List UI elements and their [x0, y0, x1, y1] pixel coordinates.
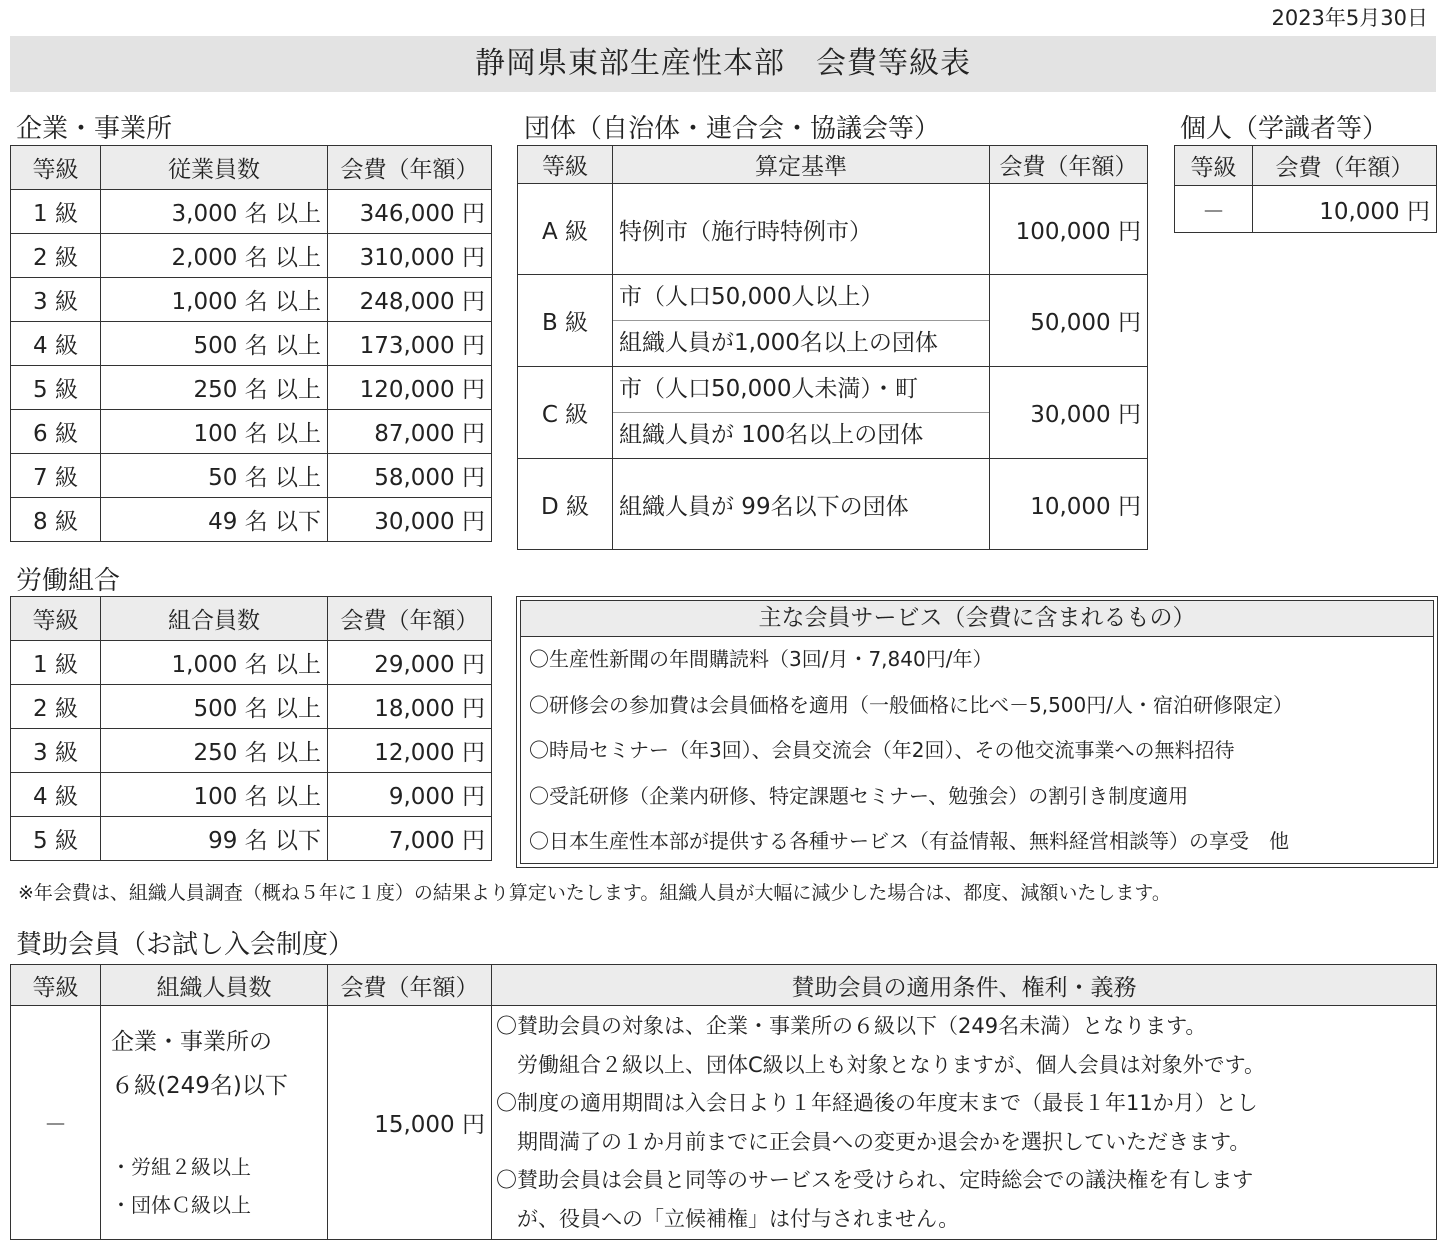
conditions-cell: [492, 1006, 1437, 1240]
count-cell: 1,000 名 以上: [101, 278, 328, 322]
union-heading: 労働組合: [16, 566, 121, 596]
count-line: ６級(249名)以下: [111, 1073, 288, 1099]
table-header-row: [518, 146, 1148, 184]
grade-cell: 3 級: [11, 278, 101, 322]
header-fee: 会費（年額）: [328, 965, 492, 1006]
service-item: 〇時局セミナー（年3回）、会員交流会（年2回）、その他交流事業への無料招待: [529, 738, 1235, 762]
table-header-row: [11, 146, 492, 190]
count-cell: 3,000 名 以上: [101, 190, 328, 234]
count-cell: 500 名 以上: [101, 685, 328, 729]
service-item: 〇研修会の参加費は会員価格を適用（一般価格に比べ－5,500円/人・宿泊研修限定）: [529, 692, 1293, 717]
member-services-inner: [520, 600, 1434, 864]
services-heading: 主な会員サービス（会費に含まれるもの）: [521, 601, 1433, 637]
table-row: [11, 322, 492, 366]
condition-line: 期間満了の１か月前までに正会員への変更か退会かを選択していただきます。: [496, 1129, 1251, 1154]
document-date: 2023年5月30日: [1271, 6, 1428, 30]
table-row: [518, 367, 1148, 459]
header-grade: 等級: [1175, 146, 1253, 186]
count-cell: 2,000 名 以上: [101, 234, 328, 278]
service-item: 〇受託研修（企業内研修、特定課題セミナー、勉強会）の割引き制度適用: [529, 783, 1189, 808]
table-row: [518, 459, 1148, 550]
header-conditions: 賛助会員の適用条件、権利・義務: [492, 965, 1437, 1006]
fee-cell: 346,000 円: [328, 190, 492, 234]
service-item: 〇日本生産性本部が提供する各種サービス（有益情報、無料経営相談等）の享受 他: [529, 829, 1289, 853]
grade-cell: 4 級: [11, 322, 101, 366]
header-grade: 等級: [518, 146, 613, 184]
fee-cell: 310,000 円: [328, 234, 492, 278]
table-header-row: [11, 597, 492, 641]
header-grade: 等級: [11, 146, 101, 190]
header-member-count: 組合員数: [101, 597, 328, 641]
fee-cell: 10,000 円: [990, 459, 1148, 550]
header-fee: 会費（年額）: [990, 146, 1148, 184]
condition-line: 〇制度の適用期間は入会日より１年経過後の年度末まで（最長１年11か月）とし: [496, 1091, 1258, 1115]
table-row: [518, 184, 1148, 275]
header-fee: 会費（年額）: [328, 146, 492, 190]
member-services-box: [516, 596, 1438, 868]
criteria-line: 組織人員が 100名以上の団体: [619, 422, 924, 448]
group-fee-table: [517, 145, 1148, 550]
table-header-row: [1175, 146, 1437, 186]
header-criteria: 算定基準: [613, 146, 990, 184]
criteria-line: 組織人員が1,000名以上の団体: [619, 330, 938, 356]
fee-cell: 100,000 円: [990, 184, 1148, 275]
service-item: 〇生産性新聞の年間購読料（3回/月・7,840円/年）: [529, 647, 993, 671]
fee-cell: 248,000 円: [328, 278, 492, 322]
table-row: [11, 410, 492, 454]
header-grade: 等級: [11, 965, 101, 1006]
header-fee: 会費（年額）: [1253, 146, 1437, 186]
fee-cell: 87,000 円: [328, 410, 492, 454]
grade-cell: 5 級: [11, 366, 101, 410]
count-sub-line: ・団体Ｃ級以上: [111, 1193, 251, 1217]
fee-cell: 50,000 円: [990, 275, 1148, 367]
criteria-cell: [613, 367, 990, 459]
grade-cell: 4 級: [11, 773, 101, 817]
criteria-cell: [613, 275, 990, 367]
grade-cell: C 級: [518, 367, 613, 459]
fee-cell: 9,000 円: [328, 773, 492, 817]
count-line: 企業・事業所の: [111, 1029, 272, 1055]
table-row: [11, 773, 492, 817]
condition-line: 労働組合２級以上、団体C級以上も対象となりますが、個人会員は対象外です。: [496, 1052, 1265, 1077]
grade-cell: －: [1175, 186, 1253, 233]
criteria-cell: 組織人員が 99名以下の団体: [613, 459, 990, 550]
supporting-member-table: [10, 964, 1437, 1240]
table-row: [1175, 186, 1437, 233]
grade-cell: 1 級: [11, 641, 101, 685]
condition-line: 〇賛助会員の対象は、企業・事業所の６級以下（249名未満）となります。: [496, 1014, 1207, 1038]
union-fee-table: [10, 596, 492, 861]
individual-heading: 個人（学識者等）: [1180, 114, 1389, 144]
count-cell: 50 名 以上: [101, 454, 328, 498]
count-cell: 100 名 以上: [101, 410, 328, 454]
fee-cell: 15,000 円: [328, 1006, 492, 1240]
count-cell: 250 名 以上: [101, 366, 328, 410]
fee-cell: 30,000 円: [990, 367, 1148, 459]
fee-cell: 58,000 円: [328, 454, 492, 498]
count-cell: 1,000 名 以上: [101, 641, 328, 685]
header-fee: 会費（年額）: [328, 597, 492, 641]
grade-cell: 8 級: [11, 498, 101, 542]
table-row: [11, 366, 492, 410]
fee-cell: 173,000 円: [328, 322, 492, 366]
count-cell: 49 名 以下: [101, 498, 328, 542]
count-cell: 250 名 以上: [101, 729, 328, 773]
page-title: 静岡県東部生産性本部 会費等級表: [475, 46, 971, 81]
table-row: [11, 454, 492, 498]
header-grade: 等級: [11, 597, 101, 641]
fee-cell: 29,000 円: [328, 641, 492, 685]
corporate-fee-table: [10, 145, 492, 542]
fee-cell: 7,000 円: [328, 817, 492, 861]
table-row: [11, 498, 492, 542]
table-row: [11, 685, 492, 729]
condition-line: が、役員への「立候補権」は付与されません。: [496, 1206, 960, 1231]
grade-cell: 3 級: [11, 729, 101, 773]
grade-cell: D 級: [518, 459, 613, 550]
grade-cell: －: [11, 1006, 101, 1240]
count-cell: 99 名 以下: [101, 817, 328, 861]
table-row: [11, 729, 492, 773]
criteria-cell: 特例市（施行時特例市）: [613, 184, 990, 275]
table-row: [11, 817, 492, 861]
table-header-row: [11, 965, 1437, 1006]
fee-cell: 120,000 円: [328, 366, 492, 410]
grade-cell: 6 級: [11, 410, 101, 454]
table-row: [11, 1006, 1437, 1240]
criteria-line: 市（人口50,000人以上）: [613, 275, 989, 321]
grade-cell: B 級: [518, 275, 613, 367]
fee-cell: 10,000 円: [1253, 186, 1437, 233]
table-row: [11, 278, 492, 322]
grade-cell: 2 級: [11, 685, 101, 729]
count-sub-line: ・労組２級以上: [111, 1155, 251, 1179]
individual-fee-table: [1174, 145, 1437, 233]
grade-cell: 7 級: [11, 454, 101, 498]
criteria-line: 市（人口50,000人未満）・町: [613, 367, 989, 413]
table-row: [11, 190, 492, 234]
org-count-cell: [101, 1006, 328, 1240]
fee-cell: 18,000 円: [328, 685, 492, 729]
count-cell: 100 名 以上: [101, 773, 328, 817]
grade-cell: 1 級: [11, 190, 101, 234]
table-row: [518, 275, 1148, 367]
fee-cell: 30,000 円: [328, 498, 492, 542]
grade-cell: 2 級: [11, 234, 101, 278]
table-row: [11, 641, 492, 685]
header-org-count: 組織人員数: [101, 965, 328, 1006]
fee-cell: 12,000 円: [328, 729, 492, 773]
grade-cell: 5 級: [11, 817, 101, 861]
grade-cell: A 級: [518, 184, 613, 275]
header-employee-count: 従業員数: [101, 146, 328, 190]
fee-note: ※年会費は、組織人員調査（概ね５年に１度）の結果より算定いたします。組織人員が大幅に減少した場合は、都度、減額いたします。: [18, 882, 1171, 904]
title-bar: [10, 36, 1436, 92]
supporting-heading: 賛助会員（お試し入会制度）: [16, 930, 355, 960]
corporate-heading: 企業・事業所: [16, 114, 173, 144]
group-heading: 団体（自治体・連合会・協議会等）: [524, 114, 941, 144]
condition-line: 〇賛助会員は会員と同等のサービスを受けられ、定時総会での議決権を有します: [496, 1168, 1254, 1192]
count-cell: 500 名 以上: [101, 322, 328, 366]
table-row: [11, 234, 492, 278]
